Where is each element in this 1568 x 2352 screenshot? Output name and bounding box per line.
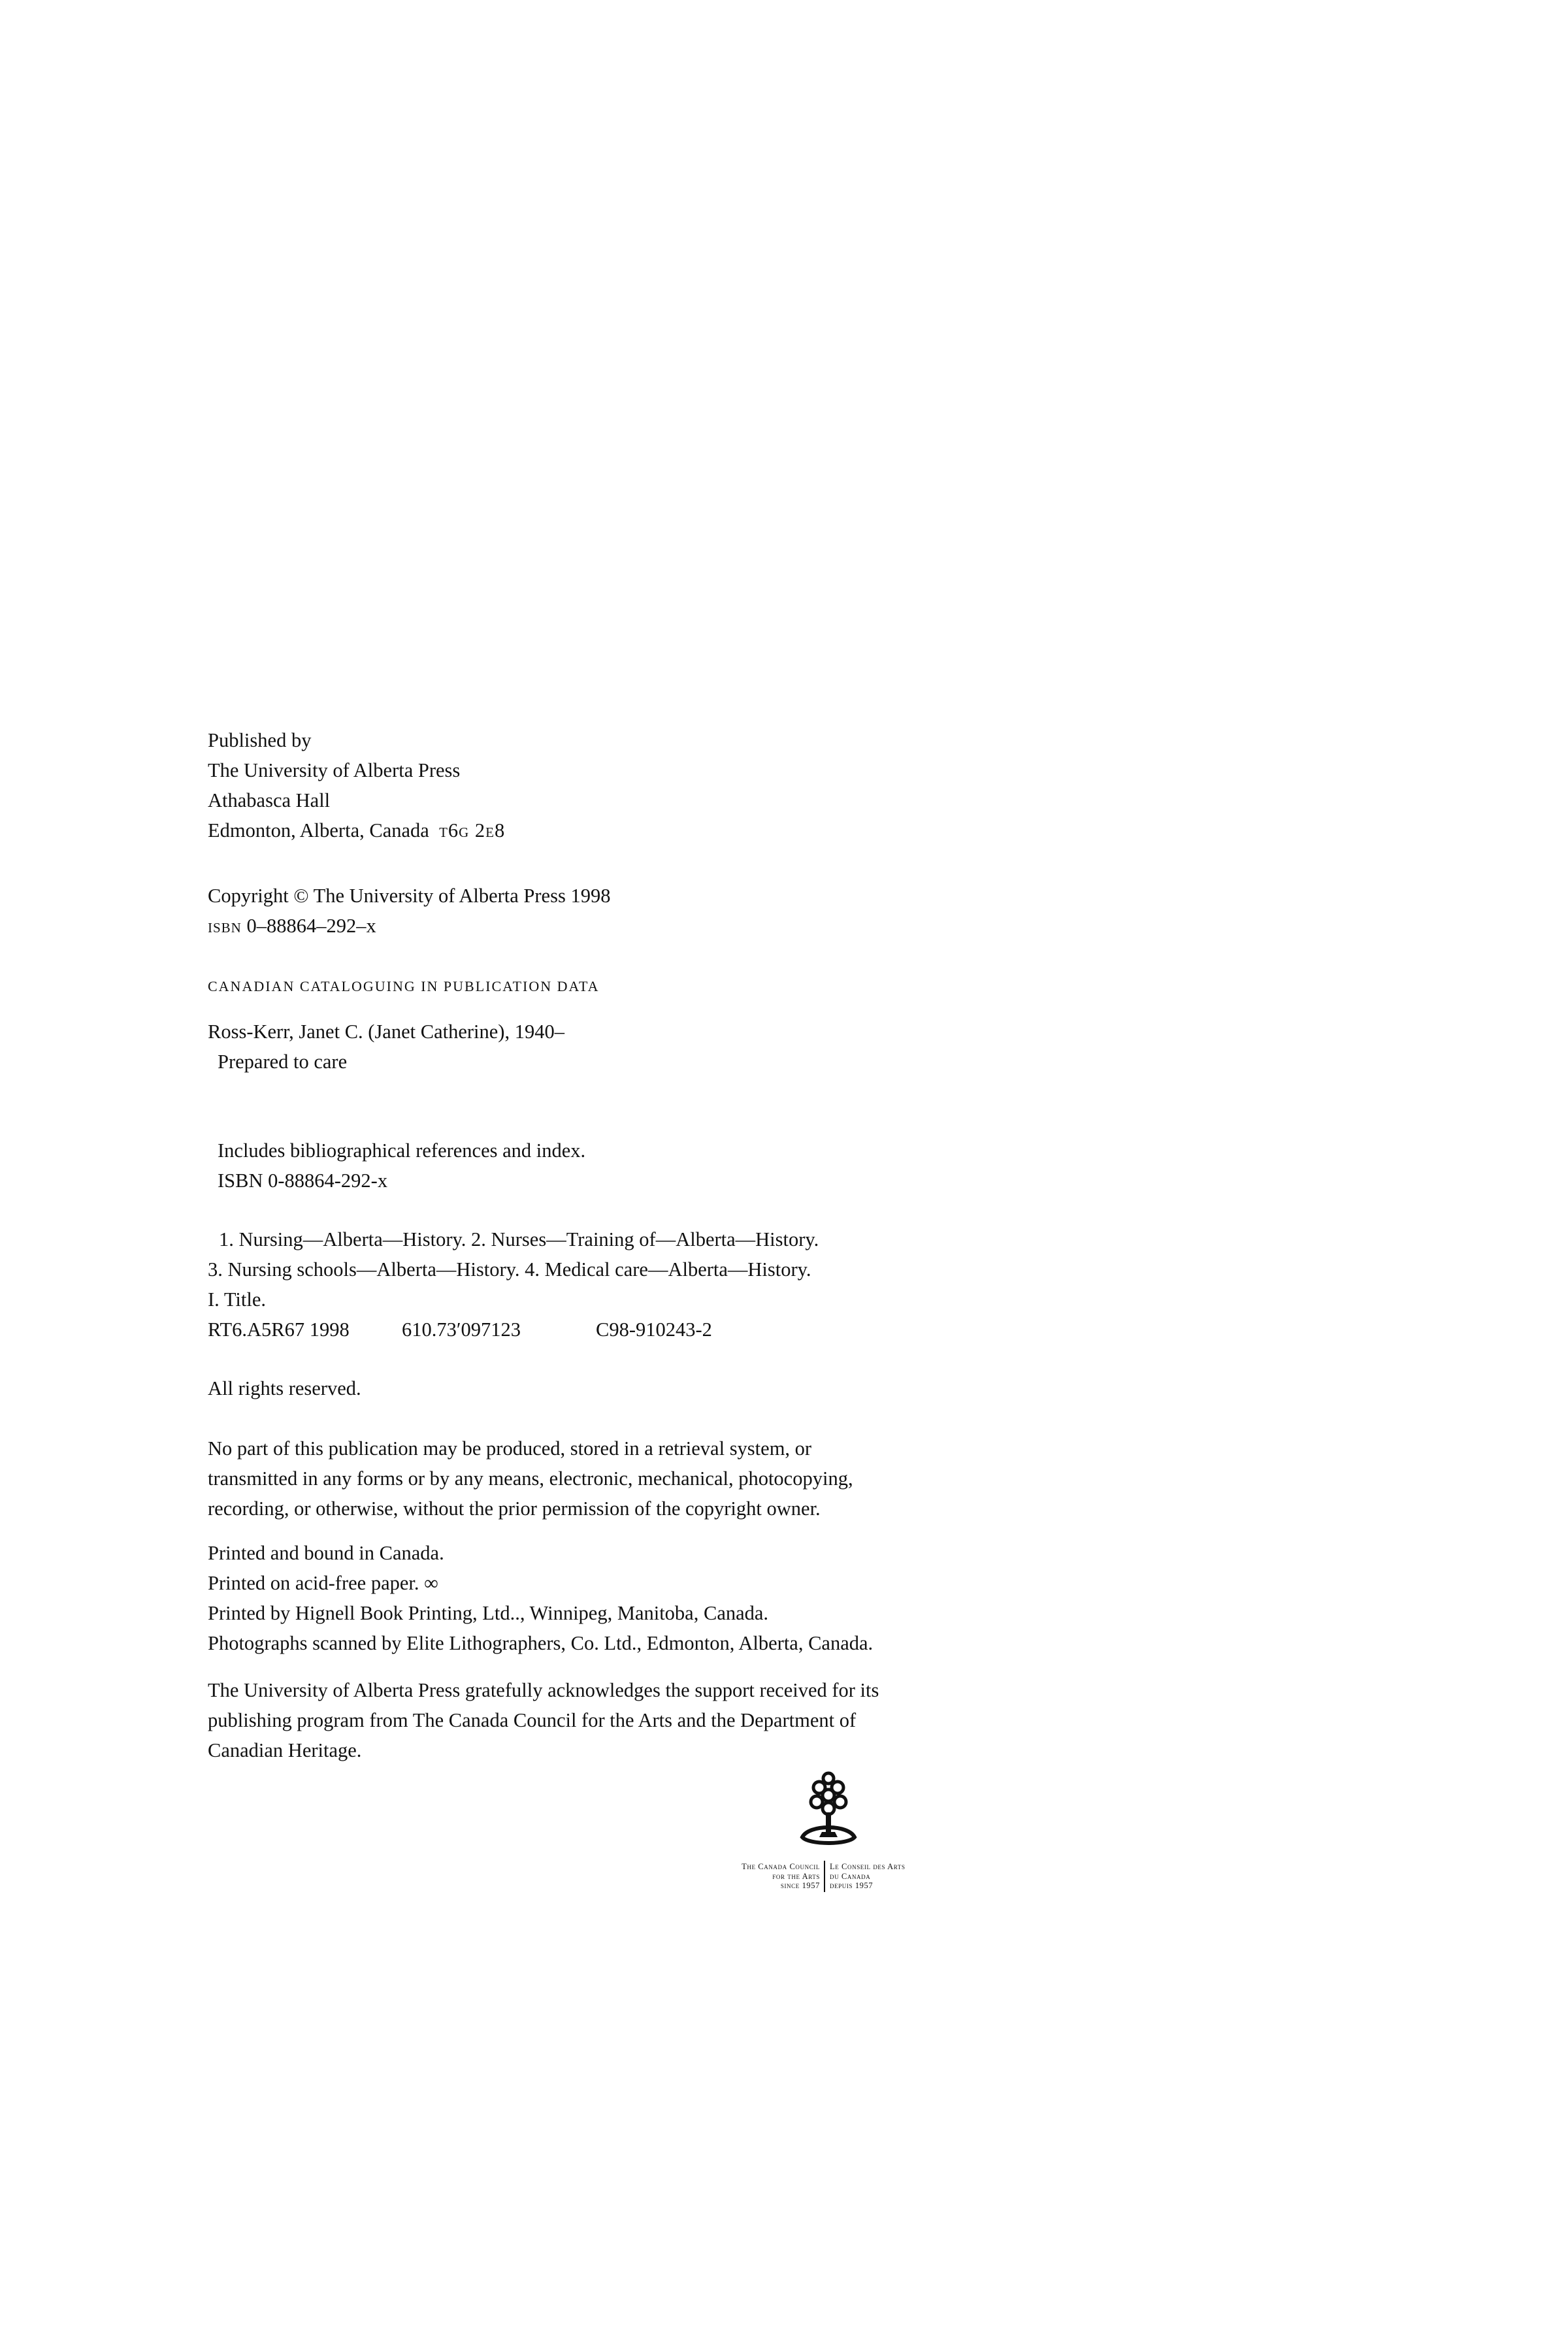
acknowledgement-block bbox=[208, 1675, 992, 1765]
cip-subjects-line2: 3. Nursing schools—Alberta—History. 4. Medical care—Alberta—History. bbox=[208, 1258, 811, 1281]
logo-en-line1: The Canada Council bbox=[742, 1862, 820, 1871]
isbn-label: isbn bbox=[208, 915, 242, 937]
cip-subjects-block bbox=[208, 1224, 992, 1345]
cip-heading-block bbox=[208, 973, 992, 1000]
cip-call-numbers bbox=[208, 1315, 992, 1345]
logo-text-english bbox=[742, 1862, 820, 1891]
printing-line4: Photographs scanned by Elite Lithographers, Co. Ltd., Edmonton, Alberta, Canada. bbox=[208, 1632, 874, 1654]
cip-subjects-line1: 1. Nursing—Alberta—History. 2. Nurses—Training of—Alberta—History. bbox=[219, 1228, 819, 1250]
logo-divider bbox=[824, 1861, 825, 1892]
rights-statement-line2: transmitted in any forms or by any means, electronic, mechanical, photocopying, bbox=[208, 1467, 853, 1490]
cip-heading: CANADIAN CATALOGUING IN PUBLICATION DATA bbox=[208, 978, 600, 994]
cip-isbn: ISBN 0-88864-292-x bbox=[218, 1169, 388, 1192]
cip-notes-block bbox=[208, 1135, 992, 1196]
cip-title: Prepared to care bbox=[218, 1051, 348, 1073]
isbn-value: 0–88864–292–x bbox=[246, 915, 376, 937]
dewey-number: 610.73′097123 bbox=[402, 1318, 521, 1341]
rights-reserved-block bbox=[208, 1373, 992, 1403]
logo-fr-line1: Le Conseil des Arts bbox=[830, 1862, 906, 1871]
logo-en-line2: for the Arts bbox=[772, 1871, 820, 1881]
logo-en-line3: since 1957 bbox=[780, 1881, 820, 1890]
isbn-line bbox=[208, 911, 992, 941]
acknowledgement-line3: Canadian Heritage. bbox=[208, 1739, 362, 1761]
copyright-line: Copyright © The University of Alberta Press 1998 bbox=[208, 885, 611, 907]
cip-notes: Includes bibliographical references and index. bbox=[218, 1139, 586, 1162]
copyright-block bbox=[208, 881, 992, 941]
publisher-building: Athabasca Hall bbox=[208, 789, 331, 811]
cip-author: Ross-Kerr, Janet C. (Janet Catherine), 1940– bbox=[208, 1021, 564, 1043]
logo-fr-line2: du Canada bbox=[830, 1871, 871, 1881]
acknowledgement-line1: The University of Alberta Press gratefully acknowledges the support received for its bbox=[208, 1679, 879, 1701]
cip-control-number: C98-910243-2 bbox=[596, 1318, 712, 1341]
printing-line2: Printed on acid-free paper. ∞ bbox=[208, 1572, 438, 1594]
publisher-address bbox=[208, 815, 992, 845]
printing-block bbox=[208, 1538, 992, 1658]
publisher-name: The University of Alberta Press bbox=[208, 759, 461, 781]
logo-text-french bbox=[830, 1862, 906, 1891]
rights-statement-line1: No part of this publication may be produced, stored in a retrieval system, or bbox=[208, 1437, 812, 1460]
printing-line3: Printed by Hignell Book Printing, Ltd.., Winnipeg, Manitoba, Canada. bbox=[208, 1602, 769, 1624]
printing-line1: Printed and bound in Canada. bbox=[208, 1542, 444, 1564]
cip-subjects-line3: I. Title. bbox=[208, 1288, 266, 1311]
published-by-label: Published by bbox=[208, 729, 312, 751]
postal-code: t6g 2e8 bbox=[439, 819, 506, 841]
canada-council-logo bbox=[706, 1769, 954, 1906]
rights-statement-line3: recording, or otherwise, without the prior permission of the copyright owner. bbox=[208, 1497, 821, 1520]
rights-statement-block bbox=[208, 1433, 992, 1524]
acknowledgement-line2: publishing program from The Canada Council for the Arts and the Department of bbox=[208, 1709, 857, 1731]
rights-reserved: All rights reserved. bbox=[208, 1377, 361, 1399]
publisher-block bbox=[208, 725, 992, 845]
canada-council-tree-icon bbox=[796, 1769, 861, 1848]
lc-call-number: RT6.A5R67 1998 bbox=[208, 1318, 350, 1341]
publisher-city: Edmonton, Alberta, Canada bbox=[208, 819, 429, 841]
logo-fr-line3: depuis 1957 bbox=[830, 1881, 874, 1890]
cip-block bbox=[208, 1017, 992, 1077]
